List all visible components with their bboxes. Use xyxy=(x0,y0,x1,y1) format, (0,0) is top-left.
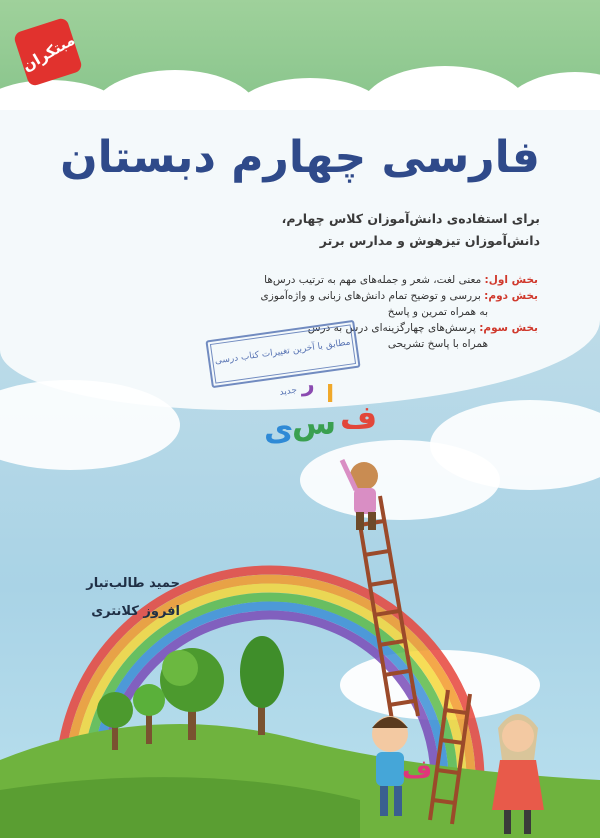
feature-text-continued: همراه با پاسخ تشریحی xyxy=(387,338,488,350)
stamp-text: مطابق با آخرین تغییرات کتاب درسی جدید xyxy=(214,337,352,398)
letter: ر xyxy=(302,372,315,397)
feature-label: بخش اول: xyxy=(484,274,538,286)
subtitle-line: دانش‌آموزان تیزهوش و مدارس برتر xyxy=(319,233,540,248)
tree xyxy=(240,636,284,735)
letter: س xyxy=(292,404,337,442)
subtitle-line: برای استفاده‌ی دانش‌آموزان کلاس چهارم، xyxy=(281,211,540,226)
letter: ی xyxy=(264,410,294,448)
author-name: افروز کلانتری xyxy=(91,604,180,619)
feature-label: بخش دوم: xyxy=(484,290,538,302)
book-title: فارسی چهارم دبستان xyxy=(60,132,540,183)
feature-text: معنی لغت، شعر و جمله‌های مهم به ترتیب درس‌ها xyxy=(264,274,482,286)
feature-label: بخش سوم: xyxy=(479,322,538,334)
letter: ف xyxy=(340,398,378,436)
letter: ا xyxy=(326,380,335,408)
authors xyxy=(60,570,180,626)
child-climbing xyxy=(342,460,378,530)
author-name: حمید طالب‌تبار xyxy=(86,576,180,591)
svg-text:ف: ف xyxy=(402,755,433,785)
feature-text-continued: به همراه تمرین و پاسخ xyxy=(387,306,488,318)
feature-text: بررسی و توضیح تمام دانش‌های زبانی و واژه‌آموزی xyxy=(260,290,481,302)
svg-text:مبتکران: مبتکران xyxy=(19,30,78,76)
feature-text: پرسش‌های چهارگزینه‌ای درس به درس xyxy=(307,322,476,334)
